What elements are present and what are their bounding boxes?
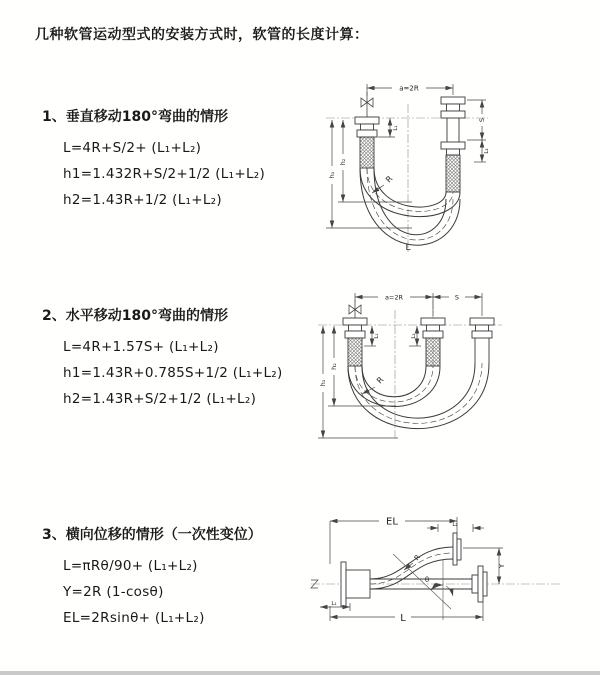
label-s: S [478, 117, 486, 123]
braided-section [426, 338, 440, 366]
valve-icon [349, 300, 361, 318]
formula-EL-3: EL=2Rsinθ+ (L₁+L₂) [63, 610, 205, 626]
braided-section [360, 137, 374, 168]
lower-right-flange-fitting [472, 566, 487, 602]
label-l2: L₂ [411, 333, 417, 339]
label-h2: h₂ [339, 158, 347, 166]
horizontal-180-bend-diagram [312, 288, 600, 456]
label-l1: L₁ [393, 125, 399, 131]
right-flange-fitting [470, 318, 494, 363]
label-el: EL [386, 516, 398, 528]
label-span-a2r: a=2R [384, 293, 404, 302]
label-l1: L₁ [331, 601, 337, 607]
braided-section [446, 155, 460, 192]
section-lateral-displacement [42, 524, 262, 631]
right-flange-fitting [441, 97, 465, 192]
label-theta: θ [424, 576, 430, 584]
label-r: R [384, 174, 395, 185]
section-horizontal-180 [42, 305, 283, 412]
formula-Y-3: Y=2R (1-cosθ) [63, 584, 164, 600]
dimension-l [330, 602, 483, 621]
page-title: 几种软管运动型式的安装方式时，软管的长度计算： [35, 27, 369, 43]
label-span-a2r: a=2R [399, 84, 419, 93]
label-s: S [454, 293, 460, 302]
hose-arcs [360, 168, 460, 245]
formula-h2-2: h2=1.43R+S/2+1/2 (L₁+L₂) [63, 391, 257, 407]
valve-icon [361, 92, 373, 117]
s-curve-hose [370, 547, 453, 589]
formula-h2-1: h2=1.43R+1/2 (L₁+L₂) [63, 192, 222, 208]
label-r: R [412, 553, 423, 563]
label-l1: L₁ [374, 333, 380, 339]
label-l-length: L [405, 243, 411, 253]
label-h1: h₁ [319, 379, 327, 387]
label-r: R [375, 375, 386, 386]
dimension-span-a2r [355, 293, 482, 316]
label-y: Y [498, 563, 506, 569]
section-vertical-180 [42, 106, 265, 213]
middle-flange-fitting [421, 318, 445, 366]
label-h1: h₁ [328, 171, 336, 179]
page-bottom-edge [0, 671, 600, 675]
centerlines [326, 104, 488, 254]
left-flange-fitting [343, 318, 367, 366]
formula-L-1: L=4R+S/2+ (L₁+L₂) [63, 140, 202, 156]
formula-h1-1: h1=1.432R+S/2+1/2 (L₁+L₂) [63, 166, 266, 182]
upper-flange-fitting [453, 533, 461, 565]
left-flange-fitting [355, 117, 379, 168]
vertical-180-bend-diagram [312, 78, 594, 260]
braided-section [348, 338, 362, 366]
formula-L-2: L=4R+1.57S+ (L₁+L₂) [63, 339, 219, 355]
label-l2: L₂ [484, 148, 490, 154]
section-2-heading: 2、水平移动180°弯曲的情形 [42, 308, 228, 324]
section-3-heading: 3、横向位移的情形（一次性变位） [42, 527, 262, 543]
angle-construction [393, 554, 453, 620]
label-l2: L₂ [452, 522, 458, 528]
lateral-displacement-diagram [305, 502, 600, 642]
hose-arcs [348, 363, 489, 429]
formula-h1-2: h1=1.43R+0.785S+1/2 (L₁+L₂) [63, 365, 283, 381]
left-flange-fitting [341, 562, 370, 606]
formula-L-3: L=πRθ/90+ (L₁+L₂) [63, 558, 198, 574]
label-l-length: L [400, 613, 406, 624]
section-1-heading: 1、垂直移动180°弯曲的情形 [42, 109, 228, 125]
label-h2: h₂ [330, 363, 338, 370]
